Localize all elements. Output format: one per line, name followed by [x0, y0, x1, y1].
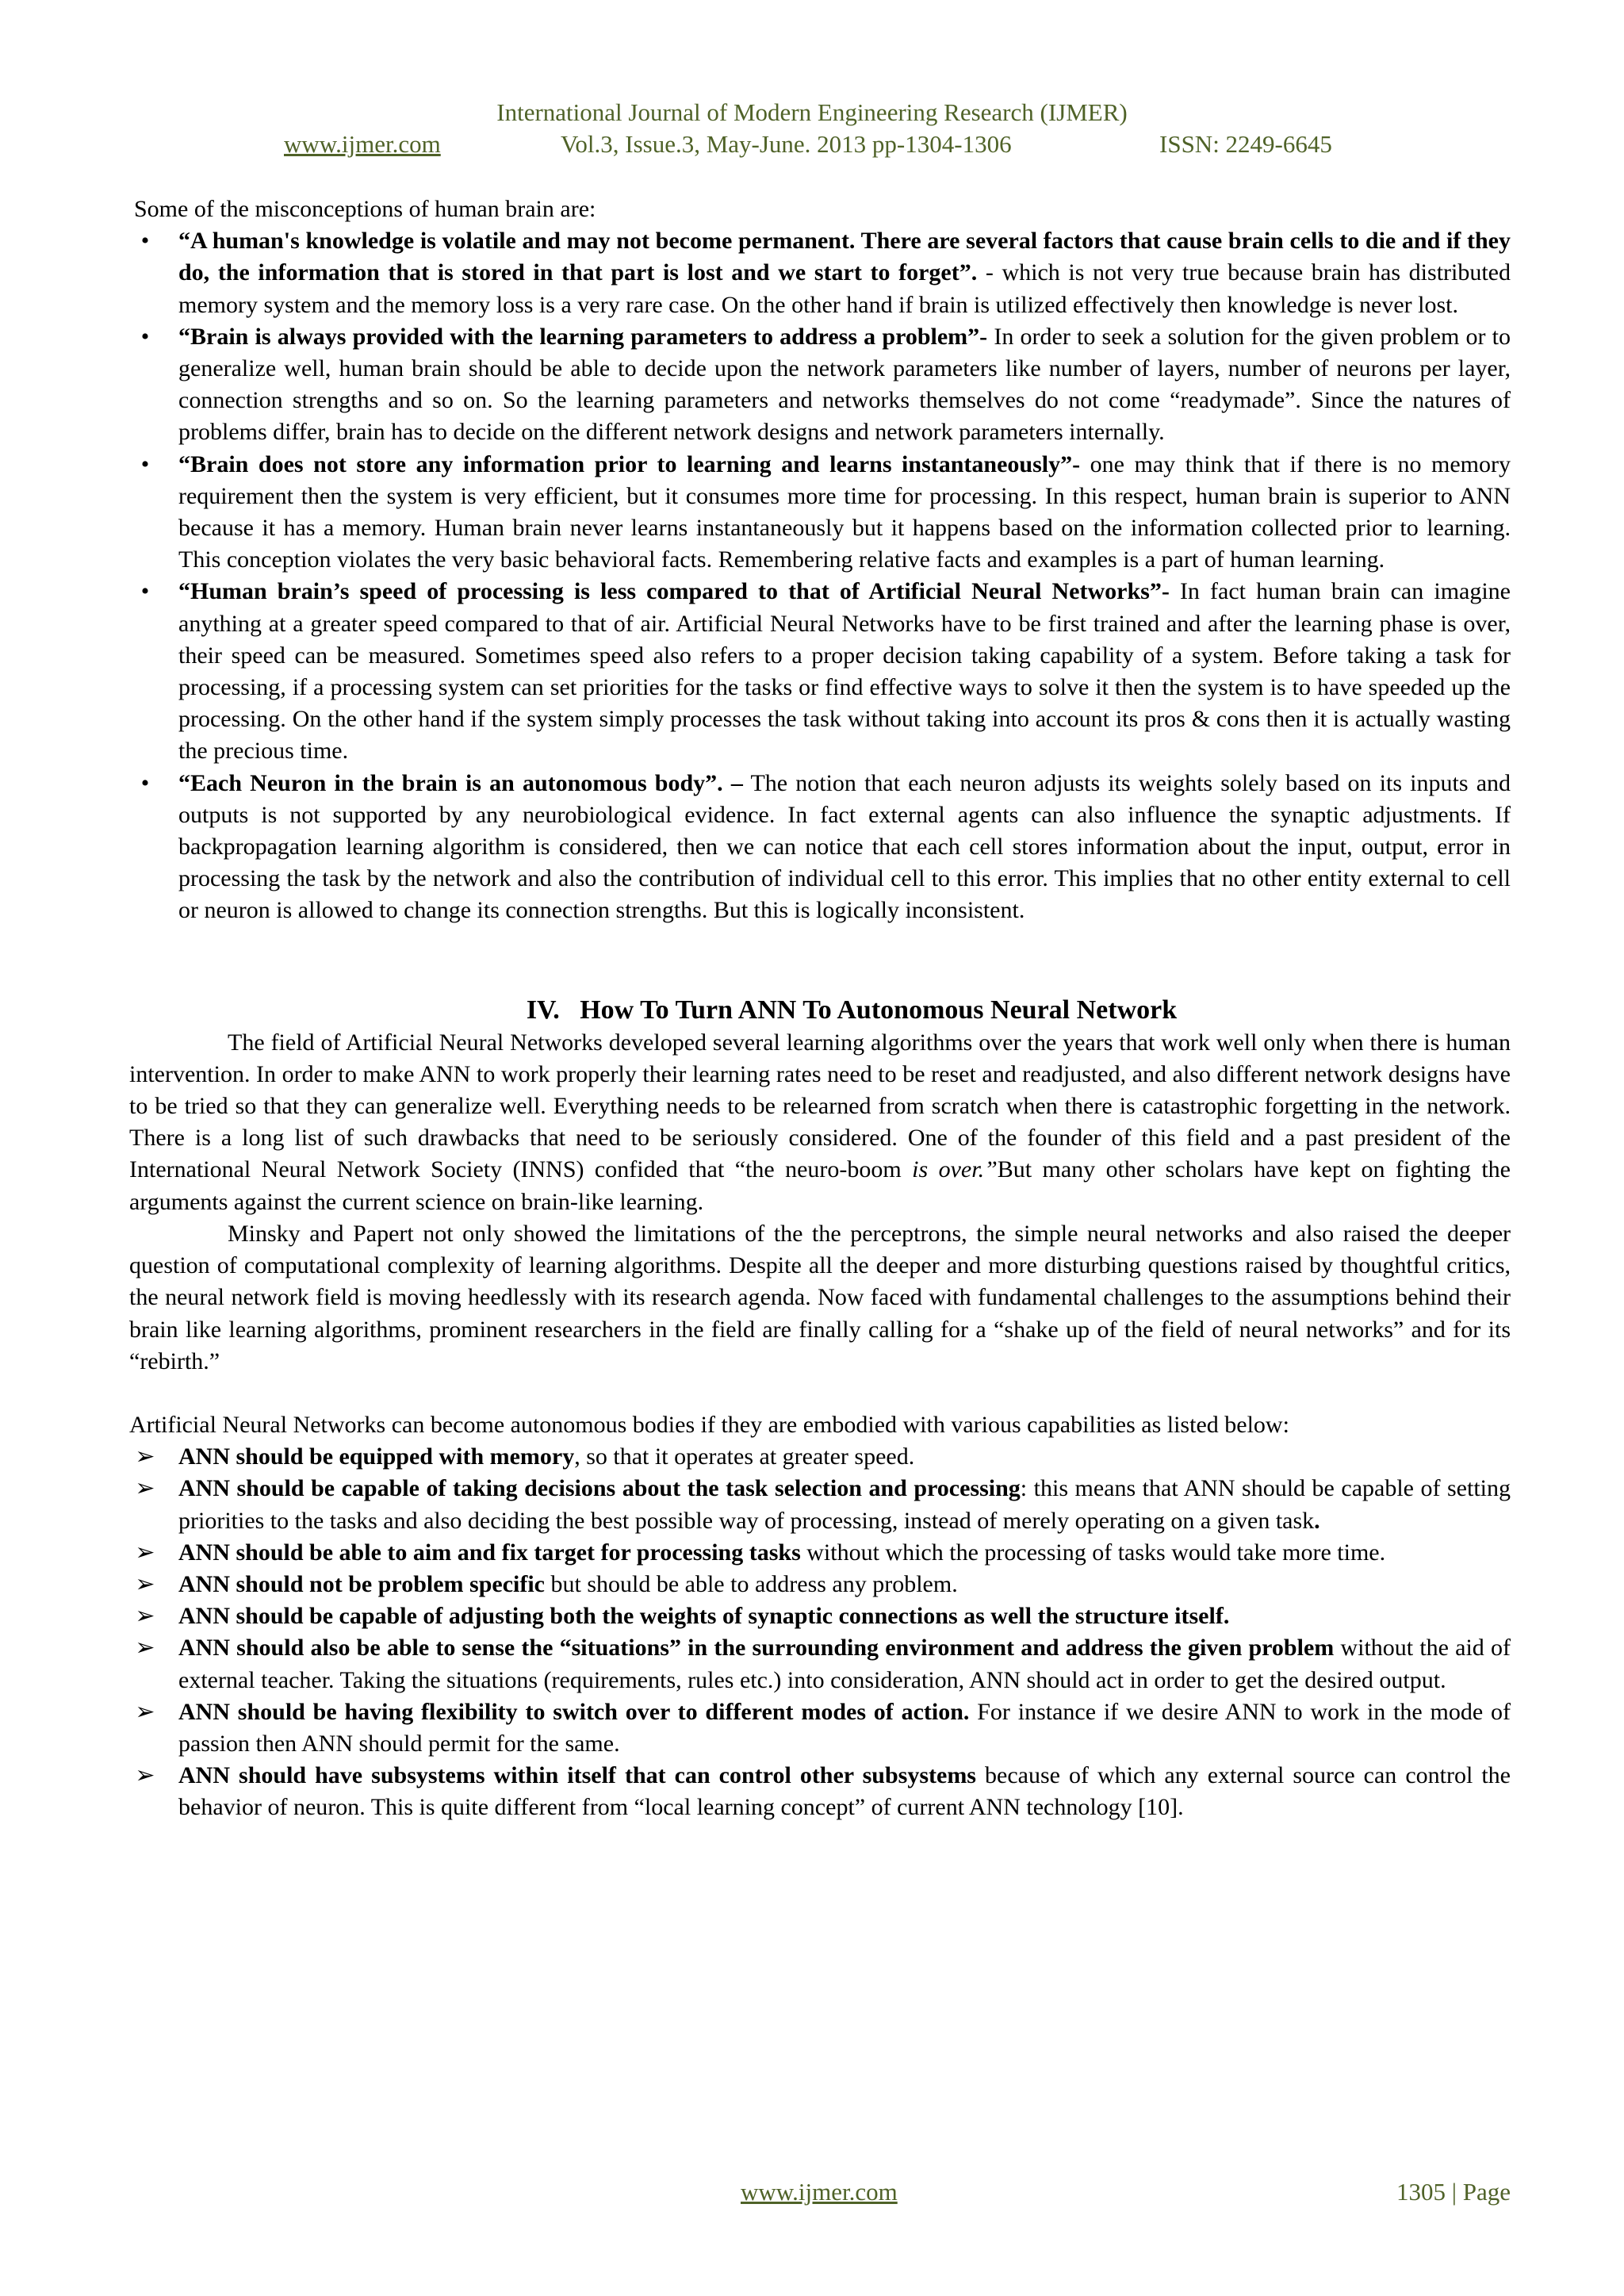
misconception-explanation: In order to seek a solution for the given problem or to generalize well, human brain should be able to decide upon the network parameters like number of layers, number of neurons per layer, connection strengths and so on. So the learning parameters and networks themselves do not come “readymade”. Since the natures of problems differ, brain has to decide on the different network designs and network parameters internally.	[178, 323, 1511, 446]
capability-item	[129, 1600, 1511, 1632]
page-header	[0, 97, 1624, 160]
capability-text: because of which any external source can control the behavior of neuron. This is quite different from “local learning concept” of current ANN technology [10].	[178, 1762, 1511, 1821]
misconception-item	[129, 225, 1511, 321]
section-number: IV.	[526, 995, 560, 1025]
capability-item	[129, 1760, 1511, 1823]
journal-info-line	[0, 128, 1624, 160]
misconception-explanation: In fact human brain can imagine anything at a greater speed compared to that of air. Artificial Neural Networks have to be first trained and after the learning phase is over, their speed can be measured. Sometimes speed also refers to a proper decision taking capability of a system. Before taking a task for processing, if a processing system can set priorities for the tasks or find effective ways to solve it then the system is to have speeded up the processing. On the other hand if the system simply processes the task without taking into account its pros & cons then it is actually wasting the precious time.	[178, 578, 1511, 765]
arrow-bullet-icon: ➢	[135, 1475, 155, 1502]
capability-title: ANN should be equipped with memory	[178, 1443, 575, 1470]
misconception-item	[129, 321, 1511, 449]
section-title: How To Turn ANN To Autonomous Neural Network	[580, 995, 1178, 1025]
paragraph-history	[129, 1027, 1511, 1218]
paragraph-text: The field of Artificial Neural Networks developed several learning algorithms over the years that work well only when there is human intervention. In order to make ANN to work properly their learning rates need to be reset and readjusted, and also different network designs have to be tried so that they can generalize well. Everything needs to be relearned from scratch when there is catastrophic forgetting in the network. There is a long list of such drawbacks that need to be seriously considered. One of the founder of this field and a past president of the International Neural Network Society (INNS) confided that “the neuro-boom	[129, 1029, 1511, 1183]
misconception-item	[129, 576, 1511, 767]
capability-item	[129, 1473, 1511, 1536]
bullet-icon: •	[140, 450, 150, 477]
capability-text: without the aid of external teacher. Taking the situations (requirements, rules etc.) into consideration, ANN should act in order to get the desired output.	[178, 1635, 1511, 1693]
capability-title: ANN should be able to aim and fix target for processing tasks	[178, 1539, 801, 1566]
misconception-explanation: one may think that if there is no memory requirement then the system is very efficient, but it consumes more time for processing. In this respect, human brain is superior to ANN because it has a memory. Human brain never learns instantaneously but it happens based on the information collected prior to learning. This conception violates the very basic behavioral facts. Remembering relative facts and examples is a part of human learning.	[178, 450, 1511, 573]
arrow-bullet-icon: ➢	[135, 1443, 155, 1470]
misconception-explanation: - which is not very true because brain has distributed memory system and the memory loss is a very rare case. On the other hand if brain is utilized effectively then knowledge is never lost.	[178, 259, 1511, 318]
capabilities-list	[129, 1441, 1511, 1823]
bullet-icon: •	[140, 228, 150, 255]
capability-title: ANN should be capable of adjusting both the weights of synaptic connections as well the structure itself.	[178, 1603, 1230, 1630]
capability-title: ANN should have subsystems within itself that can control other subsystems	[178, 1762, 976, 1789]
italic-quote: is over.”	[912, 1156, 998, 1183]
misconceptions-list	[129, 225, 1511, 926]
arrow-bullet-icon: ➢	[135, 1603, 155, 1630]
capability-title: ANN should be capable of taking decisions about the task selection and processing	[178, 1475, 1021, 1502]
capability-text: : this means that ANN should be capable of setting priorities to the tasks and also deciding the best possible way of processing, instead of merely operating on a given task	[178, 1475, 1511, 1534]
capability-item	[129, 1696, 1511, 1760]
header-volume: Vol.3, Issue.3, May-June. 2013 pp-1304-1306	[561, 130, 1012, 158]
misconception-claim: “Human brain’s speed of processing is less compared to that of Artificial Neural Networks”-	[178, 578, 1170, 605]
misconception-claim: “A human's knowledge is volatile and may not become permanent. There are several factors that cause brain cells to die and if they do, the information that is stored in that part is lost and we start to forget”.	[178, 228, 1511, 286]
capability-text: without which the processing of tasks would take more time.	[800, 1539, 1386, 1566]
header-url-link[interactable]: www.ijmer.com	[284, 130, 441, 158]
arrow-bullet-icon: ➢	[135, 1762, 155, 1789]
misconception-claim: “Brain is always provided with the learning parameters to address a problem”-	[178, 323, 988, 350]
misconception-claim: “Brain does not store any information prior to learning and learns instantaneously”-	[178, 450, 1081, 477]
capability-text: , so that it operates at greater speed.	[574, 1443, 915, 1470]
footer-url-link[interactable]: www.ijmer.com	[741, 2178, 898, 2206]
misconceptions-intro: Some of the misconceptions of human brain are:	[134, 196, 596, 222]
capability-item	[129, 1537, 1511, 1569]
misconception-claim: “Each Neuron in the brain is an autonomous body”. –	[178, 769, 743, 796]
capability-text: but should be able to address any problem.	[544, 1570, 958, 1597]
arrow-bullet-icon: ➢	[135, 1635, 155, 1662]
capability-item	[129, 1441, 1511, 1473]
capability-title: ANN should not be problem specific	[178, 1570, 545, 1597]
misconception-item	[129, 449, 1511, 577]
capability-title: ANN should be having flexibility to switch over to different modes of action.	[178, 1698, 970, 1725]
paragraph-text-end: But many other scholars have kept on fighting the arguments against the current science on brain-like learning.	[129, 1156, 1511, 1215]
capability-end-mark: .	[1314, 1507, 1320, 1534]
bullet-icon: •	[140, 578, 150, 605]
capability-text: For instance if we desire ANN to work in the mode of passion then ANN should permit for the same.	[178, 1698, 1511, 1757]
paragraph-capabilities-intro: Artificial Neural Networks can become autonomous bodies if they are embodied with various capabilities as listed below:	[129, 1411, 1289, 1438]
arrow-bullet-icon: ➢	[135, 1570, 155, 1597]
page-number: 1305 | Page	[1396, 2178, 1511, 2206]
journal-title: International Journal of Modern Engineering Research (IJMER)	[496, 98, 1128, 126]
article-body	[129, 194, 1511, 1824]
capability-item	[129, 1632, 1511, 1696]
paragraph-minsky: Minsky and Papert not only showed the limitations of the the perceptrons, the simple neural networks and also raised the deeper question of computational complexity of learning algorithms. Despite all the deeper and more disturbing questions raised by thoughtful critics, the neural network field is moving heedlessly with its research agenda. Now faced with fundamental challenges to the assumptions behind their brain like learning algorithms, prominent researchers in the field are finally calling for a “shake up of the field of neural networks” and for its “rebirth.”	[129, 1220, 1511, 1374]
capability-item	[129, 1569, 1511, 1600]
bullet-icon: •	[140, 323, 150, 350]
arrow-bullet-icon: ➢	[135, 1698, 155, 1725]
misconception-explanation: The notion that each neuron adjusts its weights solely based on its inputs and outputs is not supported by any neurobiological evidence. In fact external agents can also influence the synaptic adjustments. If backpropagation learning algorithm is considered, then we can notice that each cell stores information about the input, output, error in processing the task by the network and also the contribution of individual cell to this error. This implies that no other entity external to cell or neuron is allowed to change its connection strengths. But this is logically inconsistent.	[178, 769, 1511, 924]
bullet-icon: •	[140, 769, 150, 796]
misconception-item	[129, 768, 1511, 927]
section-heading	[129, 994, 1511, 1027]
header-issn: ISSN: 2249-6645	[1159, 130, 1332, 158]
capability-title: ANN should also be able to sense the “situations” in the surrounding environment and address the given problem	[178, 1635, 1335, 1662]
arrow-bullet-icon: ➢	[135, 1539, 155, 1566]
page-footer	[0, 2178, 1624, 2211]
